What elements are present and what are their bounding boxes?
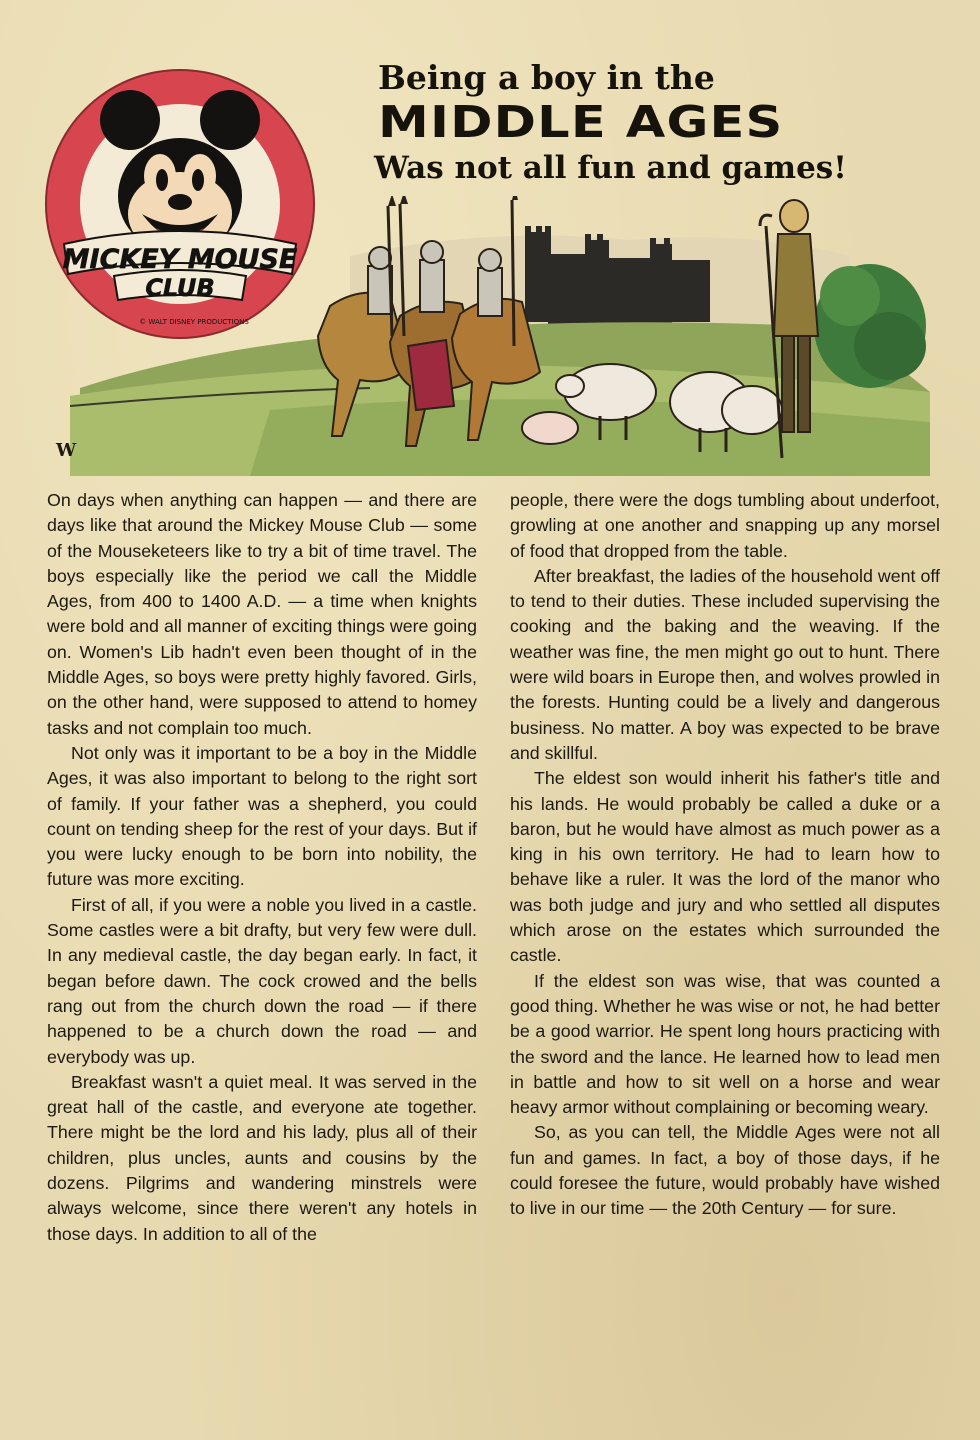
- headline-block: [366, 58, 926, 188]
- artist-signature: W: [56, 440, 77, 461]
- logo-club-text: CLUB: [145, 274, 215, 302]
- headline-line-3: Was not all fun and games!: [374, 150, 847, 186]
- article-paragraph: First of all, if you were a noble you lived in a castle. Some castles were a bit drafty, but very few were dull. In any medieval castle, the day began early. In fact, it began before dawn. The cock crowed and the bells rang out from the church down the road — if there happened to be a church down the road — and everybody was up.: [47, 894, 477, 1067]
- headline-line-2: MIDDLE AGES: [378, 97, 784, 148]
- article-paragraph: people, there were the dogs tumbling about underfoot, growling at one another and snapping up any morsel of food that dropped from the table.: [510, 490, 940, 561]
- article-paragraph: The eldest son would inherit his father's title and his lands. He would probably be called a duke or a baron, but he would have almost as much power as a king in his own territory. He had to learn how to behave like a ruler. It was the lord of the manor who was both judge and jury and who settled all disputes which arose on the estates which surrounded the castle.: [510, 768, 940, 966]
- logo-title-text: MICKEY MOUSE: [62, 244, 298, 275]
- article-paragraph: After breakfast, the ladies of the household went off to tend to their duties. These included supervising the cooking and the baking and the weaving. If the weather was fine, the men might go out to hunt. There were wild boars in Europe then, and wolves prowled in the forests. Hunting could be a lively and dangerous business. No matter. A boy was expected to be brave and skillful.: [510, 565, 940, 763]
- middle-ages-illustration: [70, 196, 930, 476]
- article-paragraph: So, as you can tell, the Middle Ages were not all fun and games. In fact, a boy of those days, if he could foresee the future, would probably have wished to live in our time — the 20th Century — for sure.: [510, 1122, 940, 1219]
- logo-copyright-text: © WALT DISNEY PRODUCTIONS: [139, 318, 249, 326]
- article-paragraph: Not only was it important to be a boy in the Middle Ages, it was also important to belong to the right sort of family. If your father was a shepherd, you could count on tending sheep for the rest of your days. But if you were lucky enough to be born into nobility, the future was more exciting.: [47, 742, 477, 890]
- article-paragraph: If the eldest son was wise, that was counted a good thing. Whether he was wise or not, he had better be a good warrior. He spent long hours practicing with the sword and the lance. He learned how to lead men in battle and how to sit well on a horse and wear heavy armor without complaining or becoming weary.: [510, 970, 940, 1118]
- article-right-column: [510, 488, 940, 1222]
- bush: [814, 264, 926, 388]
- article-left-column: [47, 488, 477, 1247]
- article-paragraph: On days when anything can happen — and there are days like that around the Mickey Mouse Club — some of the Mouseketeers like to try a bit of time travel. The boys especially like the period we call the Middle Ages, from 400 to 1400 A.D. — a time when knights were bold and all manner of exciting things were going on. Women's Lib hadn't even been thought of in the Middle Ages, so boys were pretty highly favored. Girls, on the other hand, were supposed to attend to homey tasks and not complain too much.: [47, 490, 477, 738]
- illustration-graphic: [70, 196, 930, 476]
- article-paragraph: Breakfast wasn't a quiet meal. It was served in the great hall of the castle, and everyone ate together. There might be the lord and his lady, plus all of their children, plus uncles, aunts and cousins by the dozens. Pilgrims and wandering minstrels were always welcome, since there weren't any hotels in those days. In addition to all of the: [47, 1071, 477, 1244]
- headline-line-1: Being a boy in the: [378, 58, 715, 97]
